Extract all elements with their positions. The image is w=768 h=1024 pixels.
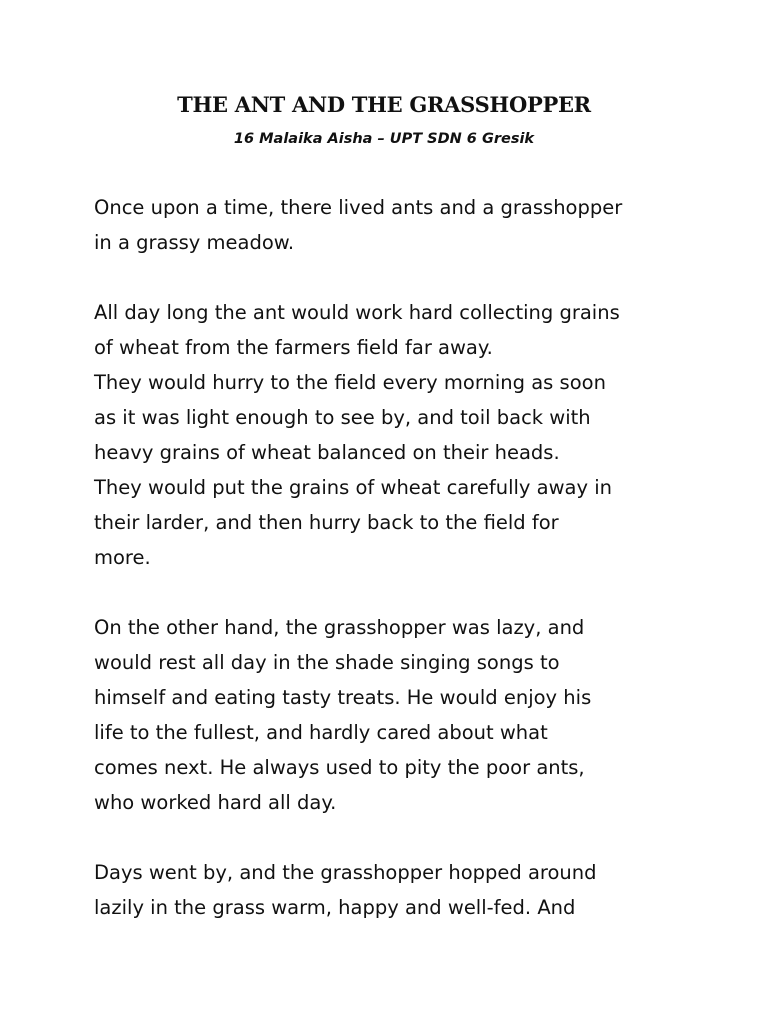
paragraph-grasshopper [94,610,694,820]
text-line: They would put the grains of wheat carefully away in [94,476,613,499]
text-line: of wheat from the farmers field far away. [94,336,493,359]
text-line: life to the fullest, and hardly cared about what [94,721,548,744]
paragraph-days [94,855,694,925]
text-line: heavy grains of wheat balanced on their heads. [94,441,560,464]
paragraph-gap [94,260,694,295]
text-line: himself and eating tasty treats. He would enjoy his [94,686,592,709]
paragraph-intro [94,190,694,260]
document-title: THE ANT AND THE GRASSHOPPER [177,92,591,117]
paragraph-gap [94,820,694,855]
text-line: would rest all day in the shade singing songs to [94,651,560,674]
story-body [94,190,694,925]
text-line: their larder, and then hurry back to the field for [94,511,559,534]
document-subtitle: 16 Malaika Aisha – UPT SDN 6 Gresik [233,131,535,147]
text-line: Days went by, and the grasshopper hopped around [94,861,597,884]
text-line: lazily in the grass warm, happy and well-fed. And [94,896,576,919]
text-line: in a grassy meadow. [94,231,295,254]
text-line: comes next. He always used to pity the poor ants, [94,756,585,779]
text-line: as it was light enough to see by, and toil back with [94,406,591,429]
text-line: All day long the ant would work hard collecting grains [94,301,620,324]
paragraph-ants [94,295,694,575]
paragraph-gap [94,575,694,610]
text-line: They would hurry to the field every morning as soon [94,371,606,394]
text-line: who worked hard all day. [94,791,337,814]
text-line: Once upon a time, there lived ants and a grasshopper [94,196,623,219]
text-line: On the other hand, the grasshopper was lazy, and [94,616,585,639]
text-line: more. [94,546,151,569]
